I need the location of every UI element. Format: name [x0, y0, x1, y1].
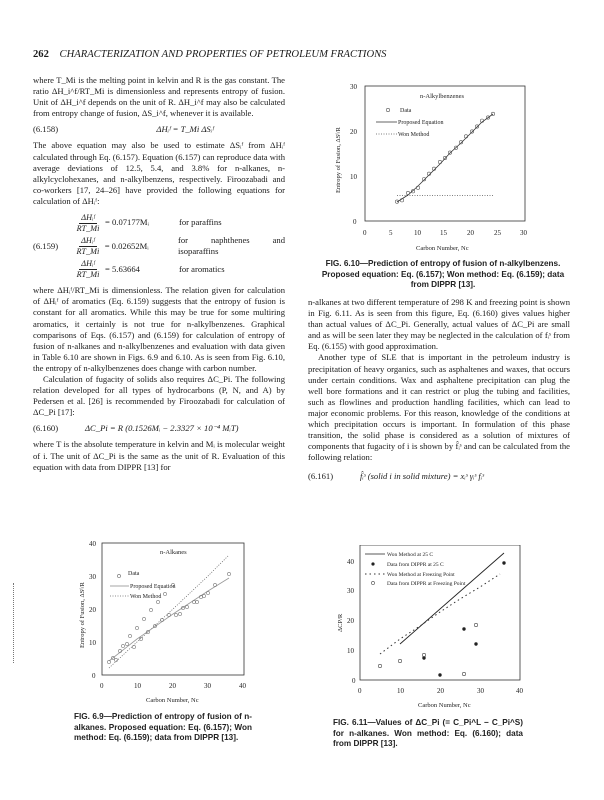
svg-text:5: 5 — [389, 229, 393, 237]
paragraph: where ΔHᵢᶠ/RT_Mi is dimensionless. The relation given for calculation of ΔHᵢᶠ of aromatics (Eq. 6.159) suggests that the entropy of fusion is constant for all aromatics. While this may be true for some multiring aromatics, it certainly is not true for n-alkylbenzenes. Graphical comparisons of Eqs. (6.157) and (6.159) for calculation of entropy of fusion of n-alkanes and n-alkylbenzenes and evaluation with data given in Table 6.10 are shown in Figs. 6.9 and 6.10. As is seen from Fig. 6.10, the entropy of n-alkylbenzenes does change with carbon number. — [33, 285, 285, 373]
svg-text:10: 10 — [350, 173, 357, 181]
equation-number: (6.159) — [33, 240, 59, 251]
paragraph: The above equation may also be used to estimate ΔSᵢᶠ from ΔHᵢᶠ calculated through Eq. (6.157). Equation (6.157) can reproduce data with average deviations of 12.5, 5.4, and 3.8% for n-alkanes, n-alkylcyclohexanes, and n-alkylbenzens, respectively. Firoozabadi and co-workers [17, 24–26] have provided the following equations for calculation of ΔHᵢᶠ: — [33, 140, 285, 206]
legend-item: Proposed Equation — [130, 584, 176, 590]
svg-text:40: 40 — [239, 682, 246, 690]
fraction-numerator: ΔHᵢᶠ — [81, 213, 95, 223]
right-column — [308, 297, 570, 488]
svg-text:30: 30 — [477, 687, 484, 695]
svg-text:10: 10 — [397, 687, 404, 695]
equation-6-158 — [33, 124, 285, 135]
scan-artifact — [13, 583, 15, 663]
svg-text:30: 30 — [347, 587, 354, 595]
running-header — [33, 49, 386, 60]
equation-row — [71, 213, 285, 233]
chart-title: n-Alkylbenzenes — [420, 93, 465, 100]
y-axis-label: Entropy of Fusion, ΔSᶠ/R — [79, 582, 86, 648]
svg-text:25: 25 — [494, 229, 501, 237]
svg-text:20: 20 — [347, 617, 354, 625]
paragraph: where T_Mi is the melting point in kelvin and R is the gas constant. The ratio ΔH_i^f/RT_Mi is dimensionless and represents entropy of fusion. Unit of ΔH_i^f depends on the unit of R. ΔH_i^f may also be calculated from entropy change of fusion, ΔS_i^f, whenever it is available. — [33, 75, 285, 119]
fraction-denominator: RT_Mi — [76, 223, 100, 233]
svg-text:40: 40 — [516, 687, 523, 695]
fraction-numerator: ΔHᵢᶠ — [81, 236, 95, 246]
equation-body: ΔHᵢᶠ = T_Mi ΔSᵢᶠ — [156, 124, 214, 135]
legend-item: Won Method — [398, 132, 430, 138]
svg-text:20: 20 — [437, 687, 444, 695]
x-axis-label: Carbon Number, Nc — [416, 245, 469, 252]
paragraph: Another type of SLE that is important in the petroleum industry is precipitation of heavy organics, such as asphaltenes and waxes, that occurs under certain conditions. Wax and asphaltene precipitation can plug the well bore formations and it can restrict or plug the tubing and facilities, such as flowlines and production handling facilities, which can lead to major economic problems. For this reason, knowledge of the conditions at which precipitation occurs is important. In formulation of this phase transition, the solid phase is considered as a solution of mixtures of components that fugacity of i is shown by f̂ᵢˢ and can be calculated from the following relation: — [308, 352, 570, 463]
equation-number: (6.158) — [33, 124, 59, 135]
fraction-denominator: RT_Mi — [76, 269, 100, 279]
legend-item: Data — [128, 571, 140, 577]
paragraph: n-alkanes at two different temperature of 298 K and freezing point is shown in Fig. 6.11. As is seen from this figure, Eq. (6.160) gives values higher than actual values of ΔC_Pi. Generally, actual values of ΔC_Pi are small and as will be seen later they may be neglected in the calculation of fᵢˢ from Eq. (6.155) with good approximation. — [308, 297, 570, 352]
figure-6-11-chart — [330, 545, 560, 710]
svg-text:0: 0 — [100, 682, 104, 690]
equation-description: for naphthenes and isoparaffins — [178, 235, 285, 257]
figure-6-11-caption: FIG. 6.11—Values of ΔC_Pi (= C_Pi^L − C_Pi^S) for n-alkanes. Won method: Eq. (6.160); data from DIPPR [13]. — [333, 718, 523, 748]
paragraph: Calculation of fugacity of solids also requires ΔC_Pi. The following relation developed for all types of hydrocarbons (P, N, and A) by Pedersen et al. [26] is recommended by Firoozabadi for calculation of ΔC_Pi [17]: — [33, 373, 285, 418]
equation-description: for aromatics — [179, 263, 225, 274]
equation-6-161 — [308, 471, 570, 482]
x-axis-label: Carbon Number, Nc — [418, 702, 471, 709]
svg-text:0: 0 — [363, 229, 367, 237]
fraction-denominator: RT_Mi — [76, 246, 100, 256]
svg-text:30: 30 — [204, 682, 211, 690]
figure-6-10-caption: FIG. 6.10—Prediction of entropy of fusion of n-alkylbenzens. Proposed equation: Eq. (6.157); Won method: Eq. (6.159); data from DIPPR [13]. — [321, 259, 565, 289]
equation-number: (6.160) — [33, 423, 59, 434]
legend-item: Data — [400, 108, 412, 114]
svg-text:10: 10 — [414, 229, 421, 237]
svg-text:0: 0 — [92, 672, 96, 680]
svg-text:20: 20 — [467, 229, 474, 237]
svg-text:20: 20 — [350, 128, 357, 136]
equation-body: ΔC_Pi = R (0.1526Mᵢ − 2.3327 × 10⁻⁴ MᵢT) — [85, 423, 239, 434]
svg-text:30: 30 — [350, 83, 357, 91]
svg-text:0: 0 — [358, 687, 362, 695]
svg-text:30: 30 — [520, 229, 527, 237]
svg-text:30: 30 — [89, 573, 96, 581]
svg-text:20: 20 — [89, 606, 96, 614]
y-axis-label: Entropy of Fusion, ΔSᶠ/R — [335, 127, 342, 193]
y-axis-label: ΔCP/R — [337, 613, 344, 632]
equation-rhs: = 0.02652Mᵢ — [104, 240, 149, 251]
svg-text:40: 40 — [347, 558, 354, 566]
figure-6-9-caption: FIG. 6.9—Prediction of entropy of fusion of n-alkanes. Proposed equation: Eq. (6.157); Won method: Eq. (6.159); data from DIPPR [13]. — [74, 712, 252, 742]
equation-6-159 — [33, 213, 285, 279]
equation-description: for paraffins — [179, 217, 222, 228]
fraction-numerator: ΔHᵢᶠ — [81, 259, 95, 269]
svg-text:0: 0 — [353, 218, 357, 226]
equation-row — [71, 259, 285, 279]
figure-6-9-chart — [62, 538, 262, 718]
legend-item: Data from DIPPR at 25 C — [387, 562, 444, 568]
svg-text:15: 15 — [440, 229, 447, 237]
page-number: 262 — [33, 49, 49, 60]
equation-rhs: = 0.07177Mᵢ — [105, 217, 149, 228]
svg-text:20: 20 — [169, 682, 176, 690]
svg-text:10: 10 — [134, 682, 141, 690]
legend-item: Won Method at Freezing Point — [387, 572, 455, 578]
legend-item: Proposed Equation — [398, 120, 444, 126]
equation-6-160 — [33, 423, 285, 434]
svg-text:10: 10 — [347, 647, 354, 655]
chart-title: n-Alkanes — [160, 549, 187, 556]
legend-item: Won Method at 25 C — [387, 552, 433, 558]
equation-rhs: = 5.63664 — [105, 263, 140, 274]
paragraph: where T is the absolute temperature in kelvin and Mᵢ is molecular weight of i. The unit of ΔC_Pi is the same as the unit of R. Evaluation of this equation with data from DIPPR [13] for — [33, 439, 285, 472]
figure-6-10-chart — [320, 78, 570, 258]
svg-text:10: 10 — [89, 639, 96, 647]
legend-item: Won Method — [130, 594, 162, 600]
legend-item: Data from DIPPR at Freezing Point — [387, 581, 466, 587]
equation-row — [71, 235, 285, 257]
svg-text:40: 40 — [89, 540, 96, 548]
running-title: CHARACTERIZATION AND PROPERTIES OF PETROLEUM FRACTIONS — [59, 49, 387, 60]
equation-body: f̂ᵢˢ (solid i in solid mixture) = xᵢˢ γᵢˢ fᵢˢ — [360, 471, 484, 482]
svg-text:0: 0 — [352, 677, 356, 685]
x-axis-label: Carbon Number, Nc — [146, 697, 199, 704]
equation-number: (6.161) — [308, 471, 334, 482]
left-column — [33, 75, 285, 473]
